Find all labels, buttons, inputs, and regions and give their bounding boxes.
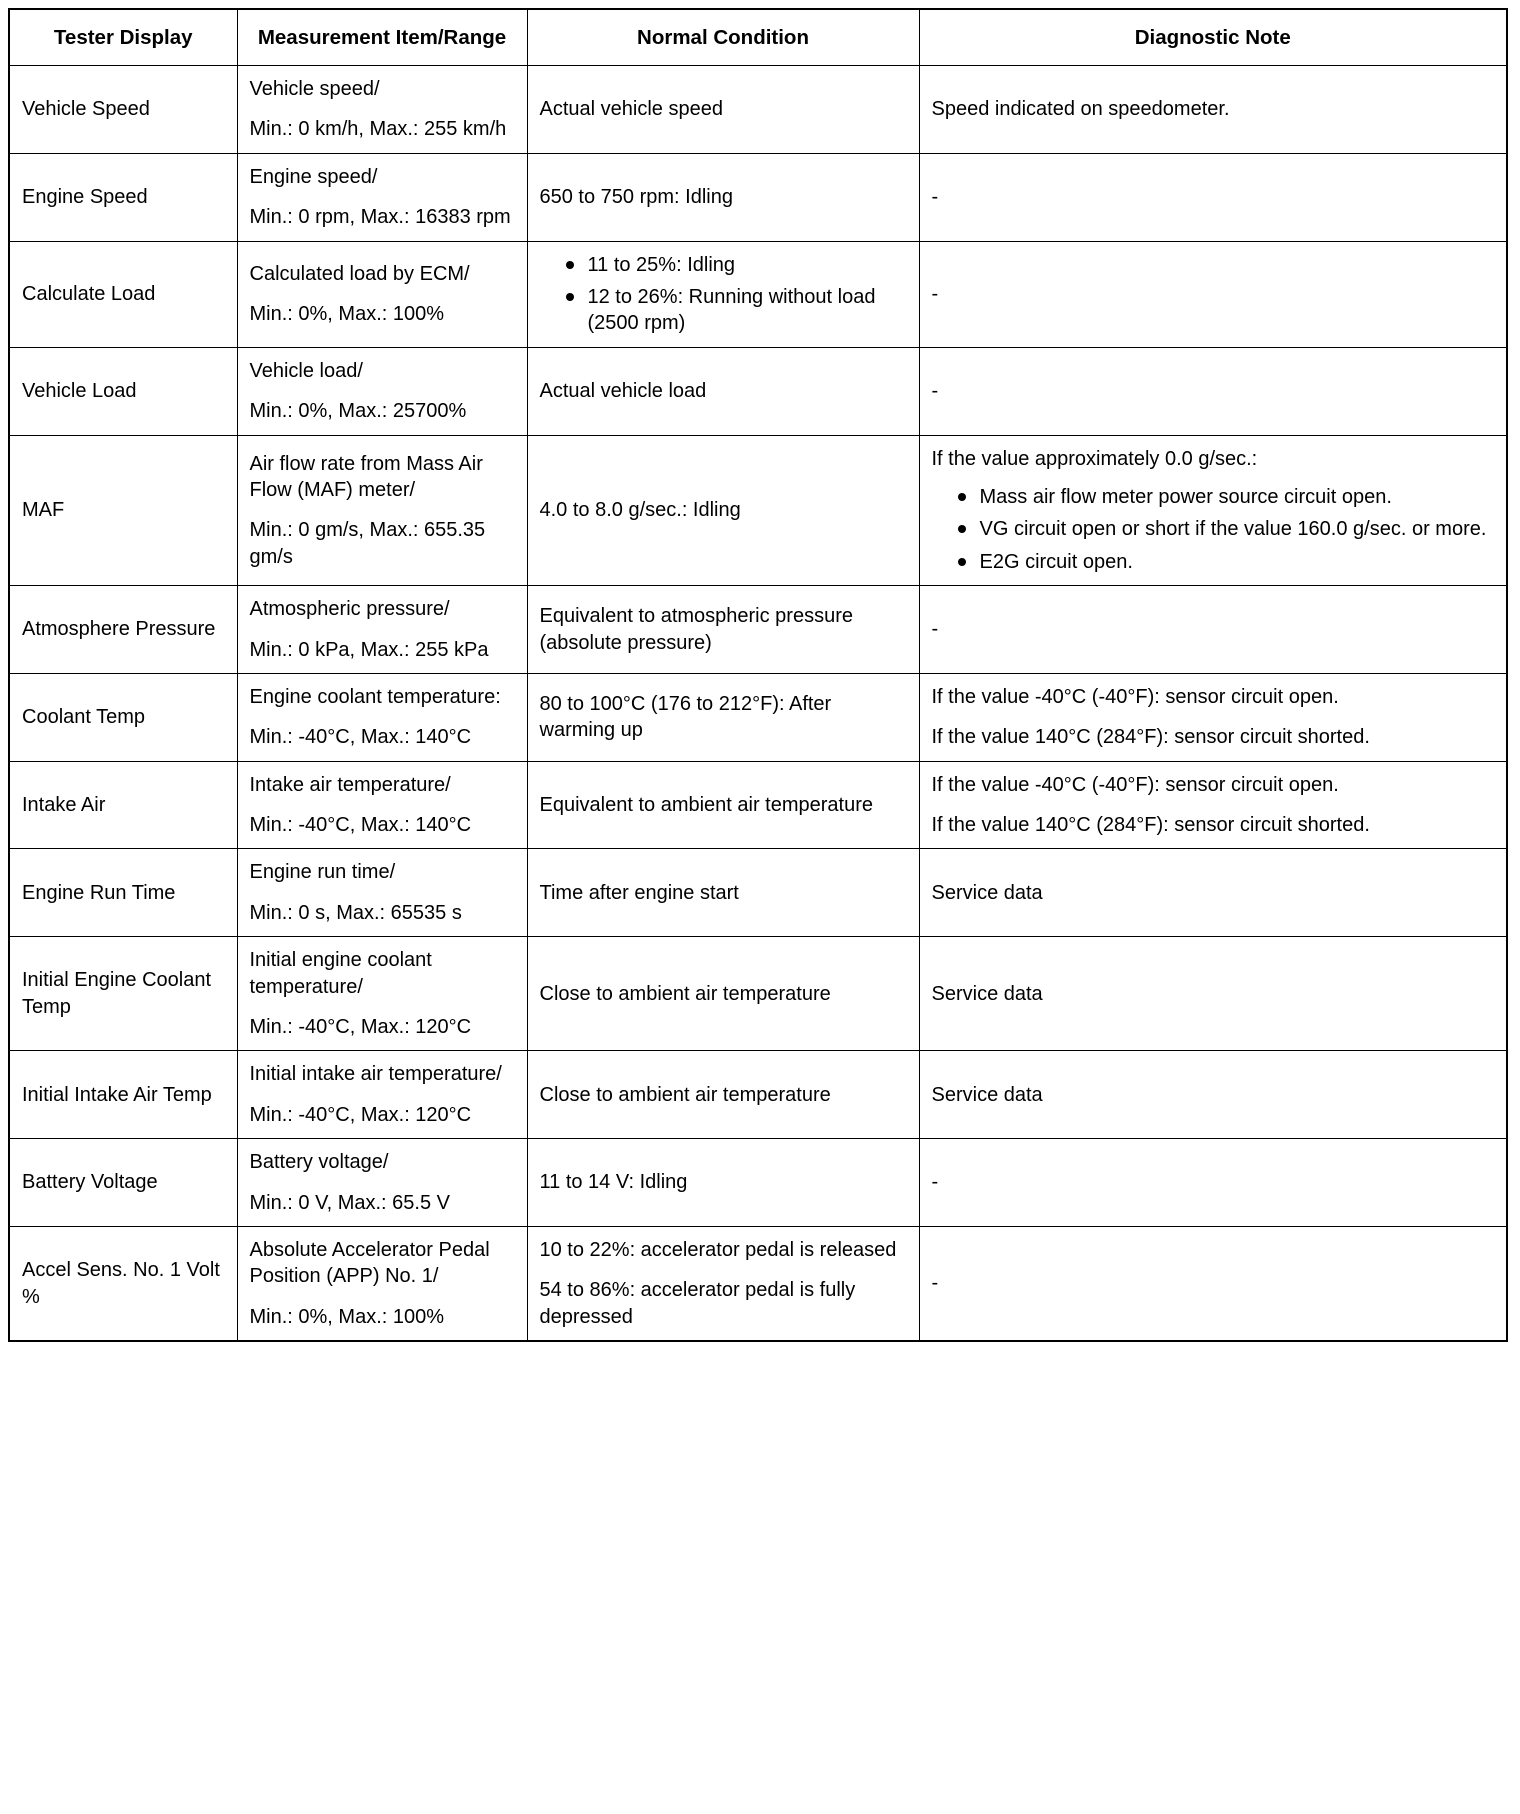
normal-condition-cell: Time after engine start [527,849,919,937]
condition-bullet-list [540,252,907,337]
tester-display-value: Vehicle Load [9,347,237,435]
measurement-item-title: Battery voltage/ [249,1151,389,1174]
tester-display-value: Intake Air [9,761,237,849]
note-line: If the value -40°C (-40°F): sensor circuit open. [931,773,1339,796]
measurement-item-cell [237,435,527,586]
normal-condition-cell: Actual vehicle speed [527,66,919,154]
table-header-row [9,9,1507,66]
condition-line: 54 to 86%: accelerator pedal is fully depressed [539,1279,856,1328]
measurement-item-title: Engine run time/ [249,861,396,884]
measurement-item-title: Atmospheric pressure/ [249,598,450,621]
list-item: E2G circuit open. [958,549,1495,575]
measurement-item-range: Min.: -40°C, Max.: 120°C [249,1103,472,1126]
measurement-item-cell [237,849,527,937]
measurement-item-cell [237,586,527,674]
table-row [9,849,1507,937]
diagnostic-note-cell: Service data [919,849,1507,937]
diagnostic-note-cell: - [919,347,1507,435]
measurement-item-title: Initial engine coolant temperature/ [249,949,432,998]
column-header-measurement-item-range: Measurement Item/Range [237,9,527,66]
measurement-item-title: Vehicle speed/ [249,78,380,101]
diagnostic-note-cell [919,435,1507,586]
tester-display-value: Engine Speed [9,153,237,241]
measurement-item-cell [237,761,527,849]
measurement-item-cell [237,241,527,347]
diagnostic-note-cell [919,761,1507,849]
diagnostic-data-table [8,8,1508,1342]
note-lead-text: If the value approximately 0.0 g/sec.: [931,447,1258,470]
tester-display-value: Battery Voltage [9,1139,237,1227]
diagnostic-note-cell: - [919,241,1507,347]
table-row [9,586,1507,674]
tester-display-value: Atmosphere Pressure [9,586,237,674]
tester-display-value: Coolant Temp [9,673,237,761]
diagnostic-note-cell: - [919,1226,1507,1341]
measurement-item-range: Min.: 0%, Max.: 100% [249,303,445,326]
tester-display-value: Engine Run Time [9,849,237,937]
table-row [9,66,1507,154]
tester-display-value: Calculate Load [9,241,237,347]
table-row [9,153,1507,241]
table-row [9,761,1507,849]
measurement-item-range: Min.: 0 kPa, Max.: 255 kPa [249,638,489,661]
normal-condition-cell: Close to ambient air temperature [527,937,919,1051]
diagnostic-note-cell: - [919,153,1507,241]
measurement-item-title: Initial intake air temperature/ [249,1063,502,1086]
column-header-normal-condition: Normal Condition [527,9,919,66]
normal-condition-cell: 650 to 750 rpm: Idling [527,153,919,241]
column-header-diagnostic-note: Diagnostic Note [919,9,1507,66]
diagnostic-note-cell [919,673,1507,761]
measurement-item-range: Min.: 0 gm/s, Max.: 655.35 gm/s [249,519,486,568]
normal-condition-cell: 80 to 100°C (176 to 212°F): After warming up [527,673,919,761]
measurement-item-cell [237,937,527,1051]
note-line: If the value -40°C (-40°F): sensor circuit open. [931,685,1339,708]
measurement-item-title: Engine speed/ [249,165,378,188]
measurement-item-title: Air flow rate from Mass Air Flow (MAF) meter/ [249,452,483,501]
measurement-item-title: Absolute Accelerator Pedal Position (APP) No. 1/ [249,1238,490,1288]
normal-condition-cell: Actual vehicle load [527,347,919,435]
measurement-item-cell [237,1139,527,1227]
measurement-item-range: Min.: 0 rpm, Max.: 16383 rpm [249,206,511,229]
tester-display-value: Vehicle Speed [9,66,237,154]
measurement-item-cell [237,673,527,761]
measurement-item-cell [237,1226,527,1341]
measurement-item-title: Engine coolant temperature: [249,685,501,708]
measurement-item-range: Min.: 0 s, Max.: 65535 s [249,901,462,924]
diagnostic-note-cell: Service data [919,1051,1507,1139]
normal-condition-cell: 4.0 to 8.0 g/sec.: Idling [527,435,919,586]
normal-condition-cell [527,241,919,347]
tester-display-value: Accel Sens. No. 1 Volt % [9,1226,237,1341]
measurement-item-range: Min.: 0%, Max.: 25700% [249,400,467,423]
diagnostic-note-cell: - [919,586,1507,674]
normal-condition-cell: Equivalent to atmospheric pressure (absolute pressure) [527,586,919,674]
measurement-item-title: Intake air temperature/ [249,773,451,796]
table-row [9,673,1507,761]
diagnostic-note-cell: - [919,1139,1507,1227]
measurement-item-range: Min.: 0 V, Max.: 65.5 V [249,1191,450,1214]
measurement-item-title: Vehicle load/ [249,359,363,382]
tester-display-value: Initial Intake Air Temp [9,1051,237,1139]
measurement-item-range: Min.: -40°C, Max.: 140°C [249,814,472,837]
list-item: Mass air flow meter power source circuit open. [958,484,1495,510]
note-line: If the value 140°C (284°F): sensor circuit shorted. [931,814,1370,837]
table-row [9,1139,1507,1227]
condition-line: 10 to 22%: accelerator pedal is released [539,1238,897,1261]
list-item: 12 to 26%: Running without load (2500 rpm) [566,284,907,337]
normal-condition-cell: Equivalent to ambient air temperature [527,761,919,849]
measurement-item-cell [237,1051,527,1139]
normal-condition-cell: Close to ambient air temperature [527,1051,919,1139]
table-row [9,241,1507,347]
table-row [9,435,1507,586]
note-line: If the value 140°C (284°F): sensor circuit shorted. [931,726,1370,749]
note-bullet-list [932,484,1495,575]
list-item: 11 to 25%: Idling [566,252,907,278]
table-row [9,1226,1507,1341]
measurement-item-range: Min.: -40°C, Max.: 120°C [249,1016,472,1039]
measurement-item-range: Min.: -40°C, Max.: 140°C [249,726,472,749]
column-header-tester-display: Tester Display [9,9,237,66]
table-row [9,937,1507,1051]
table-row [9,347,1507,435]
measurement-item-cell [237,153,527,241]
measurement-item-range: Min.: 0%, Max.: 100% [249,1305,445,1328]
tester-display-value: Initial Engine Coolant Temp [9,937,237,1051]
list-item: VG circuit open or short if the value 160.0 g/sec. or more. [958,516,1495,542]
normal-condition-cell [527,1226,919,1341]
tester-display-value: MAF [9,435,237,586]
measurement-item-range: Min.: 0 km/h, Max.: 255 km/h [249,118,507,141]
measurement-item-title: Calculated load by ECM/ [249,262,470,285]
normal-condition-cell: 11 to 14 V: Idling [527,1139,919,1227]
table-row [9,1051,1507,1139]
measurement-item-cell [237,347,527,435]
diagnostic-note-cell: Speed indicated on speedometer. [919,66,1507,154]
diagnostic-note-cell: Service data [919,937,1507,1051]
measurement-item-cell [237,66,527,154]
